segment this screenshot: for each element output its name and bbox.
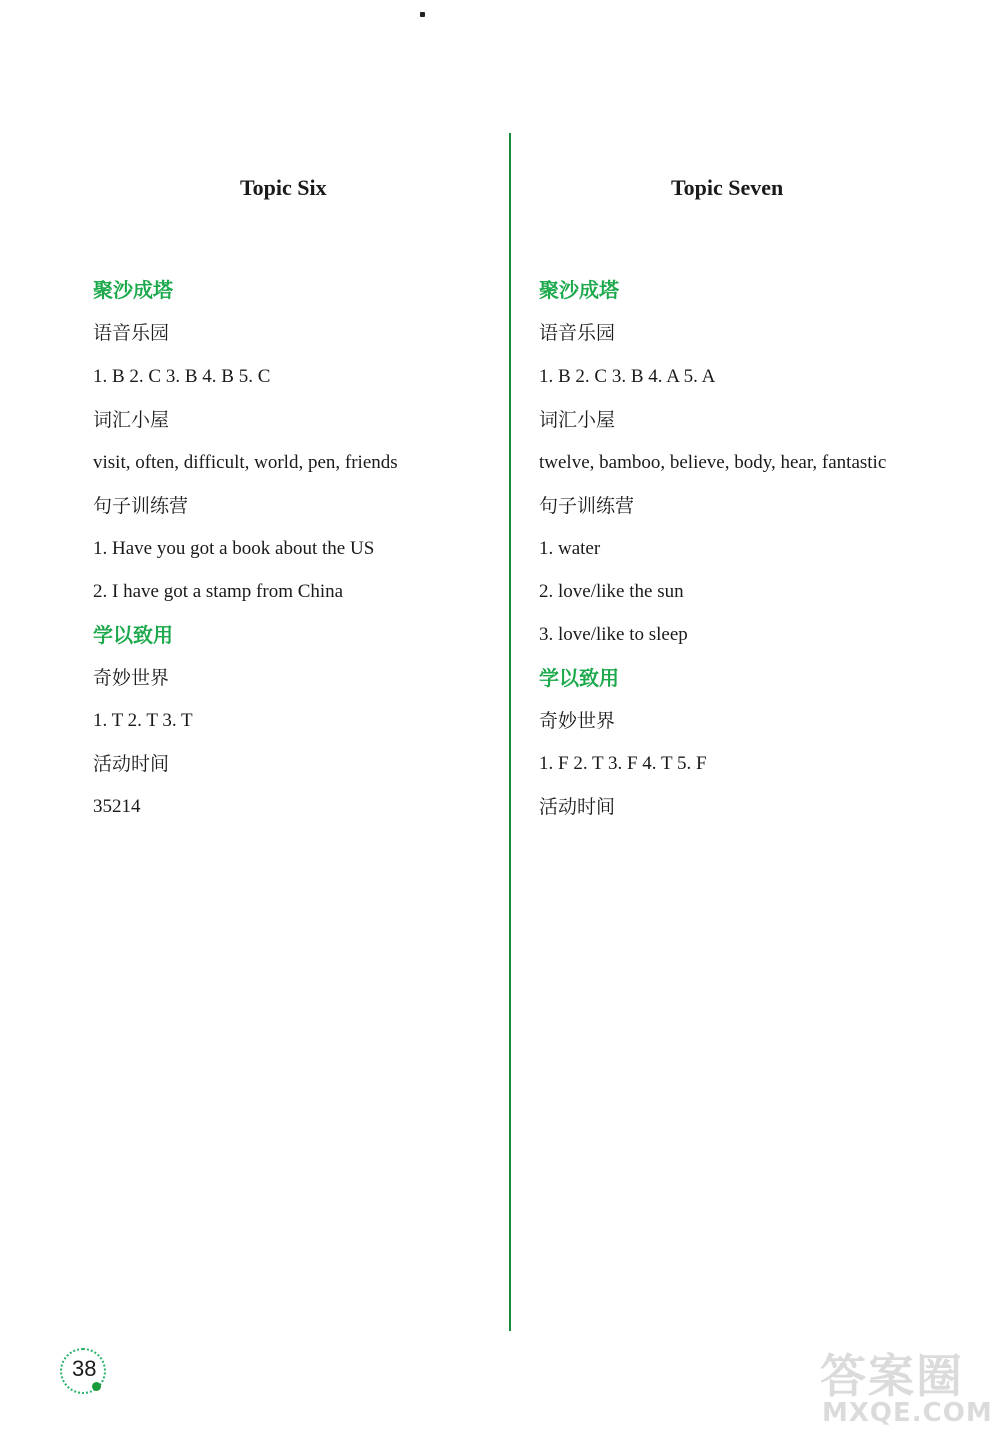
subsection-heading: 句子训练营 [539, 495, 635, 517]
subsection-heading: 语音乐园 [93, 322, 170, 344]
subsection-heading: 奇妙世界 [539, 710, 616, 732]
answer-line: 3. love/like to sleep [539, 624, 688, 645]
section-heading: 聚沙成塔 [539, 278, 619, 302]
answer-line: 1. B 2. C 3. B 4. B 5. C [93, 366, 271, 387]
decorative-dot [420, 12, 425, 17]
answer-line: 1. T 2. T 3. T [93, 710, 193, 731]
watermark-text: 答案圈 [820, 1349, 964, 1403]
subsection-heading: 句子训练营 [93, 495, 189, 517]
column-divider [509, 133, 511, 1331]
answer-line: visit, often, difficult, world, pen, friends [93, 452, 398, 473]
answer-line: 1. F 2. T 3. F 4. T 5. F [539, 753, 707, 774]
answer-line: 2. love/like the sun [539, 581, 684, 602]
subsection-heading: 语音乐园 [539, 322, 616, 344]
answer-line: twelve, bamboo, believe, body, hear, fantastic [539, 452, 887, 473]
topic-title: Topic Seven [671, 175, 784, 200]
section-heading: 聚沙成塔 [93, 278, 173, 302]
subsection-heading: 词汇小屋 [539, 409, 616, 431]
section-heading: 学以致用 [539, 666, 619, 690]
subsection-heading: 词汇小屋 [93, 409, 170, 431]
subsection-heading: 奇妙世界 [93, 667, 170, 689]
page-number: 38 [72, 1356, 97, 1381]
page-number-dot [92, 1382, 101, 1391]
watermark-url: MXQE.COM [822, 1398, 993, 1428]
answer-line: 1. Have you got a book about the US [93, 538, 375, 559]
subsection-heading: 活动时间 [93, 753, 170, 775]
answer-line: 1. water [539, 538, 601, 559]
answer-line: 1. B 2. C 3. B 4. A 5. A [539, 366, 716, 387]
subsection-heading: 活动时间 [539, 796, 616, 818]
answer-line: 35214 [93, 796, 141, 817]
topic-title: Topic Six [240, 175, 327, 200]
section-heading: 学以致用 [93, 623, 173, 647]
answer-line: 2. I have got a stamp from China [93, 581, 344, 602]
watermark-logo [820, 1340, 992, 1430]
